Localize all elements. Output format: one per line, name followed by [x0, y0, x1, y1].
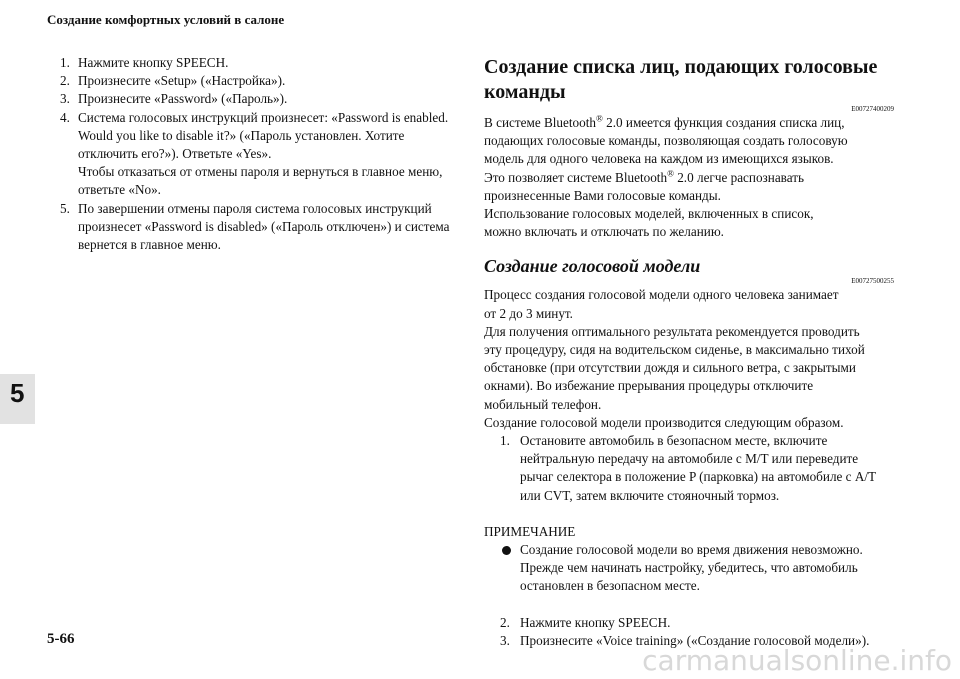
section-title-line: Создание списка лиц, подающих голосовые [484, 56, 878, 78]
paragraph-line: Это позволяет системе Bluetooth® 2.0 легче распознавать [484, 168, 805, 185]
item-text: Would you like to disable it?» («Пароль установлен. Хотите [78, 127, 405, 143]
note-text: Прежде чем начинать настройку, убедитесь, что автомобиль [520, 560, 858, 576]
section-title [484, 55, 894, 105]
right-column [484, 55, 894, 650]
item-number: 2. [60, 73, 70, 89]
item-text: нейтральную передачу на автомобиле с M/T или переведите [520, 451, 859, 467]
paragraph-line: Создание голосовой модели производится следующим образом. [484, 414, 844, 430]
subsection-code: E00727500255 [851, 277, 894, 286]
subsection-title: Создание голосовой модели [484, 256, 701, 277]
item-number: 1. [500, 433, 510, 449]
registered-mark: ® [667, 168, 674, 179]
paragraph-line: Процесс создания голосовой модели одного человека занимает [484, 287, 839, 303]
item-text: Остановите автомобиль в безопасном месте, включите [520, 433, 828, 449]
paragraph-line: окнами). Во избежание прерывания процедуры отключите [484, 378, 814, 394]
note-item [484, 541, 894, 596]
item-number: 3. [60, 91, 70, 107]
paragraph-line: мобильный телефон. [484, 396, 602, 412]
item-text: Чтобы отказаться от отмены пароля и вернуться в главное меню, [78, 164, 443, 180]
item-text: Нажмите кнопку SPEECH. [78, 55, 229, 70]
list-item [60, 90, 455, 108]
item-number: 3. [500, 632, 510, 648]
item-text: Произнесите «Voice training» («Создание голосовой модели»). [520, 632, 870, 648]
note-text: Создание голосовой модели во время движения невозможно. [520, 542, 863, 558]
item-text: рычаг селектора в положение P (парковка) на автомобиле с A/T [520, 469, 877, 485]
item-number: 4. [60, 109, 70, 125]
list-item [60, 109, 455, 200]
item-text: Система голосовых инструкций произнесет: «Password is enabled. [78, 109, 449, 125]
paragraph-line: Использование голосовых моделей, включенных в список, [484, 206, 814, 222]
item-text: или CVT, затем включите стояночный тормоз. [520, 487, 780, 503]
item-text: отключить его?»). Ответьте «Yes». [78, 146, 272, 162]
watermark: carmanualsonline.info [642, 644, 952, 677]
item-number: 1. [60, 55, 70, 70]
paragraph-line: В системе Bluetooth® 2.0 имеется функция создания списка лиц, [484, 113, 845, 130]
running-header: Создание комфортных условий в салоне [47, 12, 285, 27]
chapter-tab [0, 374, 35, 424]
list-item [60, 200, 455, 255]
item-text: Произнесите «Setup» («Настройка»). [78, 73, 286, 89]
item-number: 2. [500, 614, 510, 630]
note-text: остановлен в безопасном месте. [520, 578, 700, 594]
item-text: Произнесите «Password» («Пароль»). [78, 91, 288, 107]
paragraph-line: произнесенные Вами голосовые команды. [484, 187, 721, 203]
item-text: По завершении отмены пароля система голосовых инструкций [78, 200, 432, 216]
section-title-line: команды [484, 81, 566, 103]
paragraph-line: Для получения оптимального результата рекомендуется проводить [484, 323, 860, 339]
note-title: ПРИМЕЧАНИЕ [484, 523, 576, 539]
item-text: произнесет «Password is disabled» («Пароль отключен») и система [78, 218, 450, 234]
chapter-number: 5 [10, 378, 25, 408]
steps-list [500, 432, 894, 505]
section-code: E00727400209 [851, 105, 894, 113]
paragraph-line: модель для одного человека на каждом из имеющихся языков. [484, 151, 834, 167]
item-text: вернется в главное меню. [78, 237, 221, 253]
list-item [60, 54, 455, 72]
list-item [500, 614, 894, 632]
paragraph-line: можно включать и отключать по желанию. [484, 224, 724, 240]
list-item [60, 72, 455, 90]
item-text: Нажмите кнопку SPEECH. [520, 614, 671, 630]
paragraph-line: подающих голосовые команды, позволяющая создать голосовую [484, 133, 848, 149]
item-number: 5. [60, 200, 70, 216]
item-text: ответьте «No». [78, 182, 161, 198]
bullet-icon [502, 546, 511, 555]
left-column [60, 54, 455, 254]
paragraph-line: эту процедуру, сидя на водительском сиденье, в максимально тихой [484, 342, 865, 358]
page-number: 5-66 [47, 631, 75, 647]
paragraph-line: обстановке (при отсутствии дождя и сильного ветра, с закрытыми [484, 360, 856, 376]
paragraph-line: от 2 до 3 минут. [484, 305, 573, 321]
registered-mark: ® [595, 113, 603, 124]
list-item [500, 432, 894, 505]
